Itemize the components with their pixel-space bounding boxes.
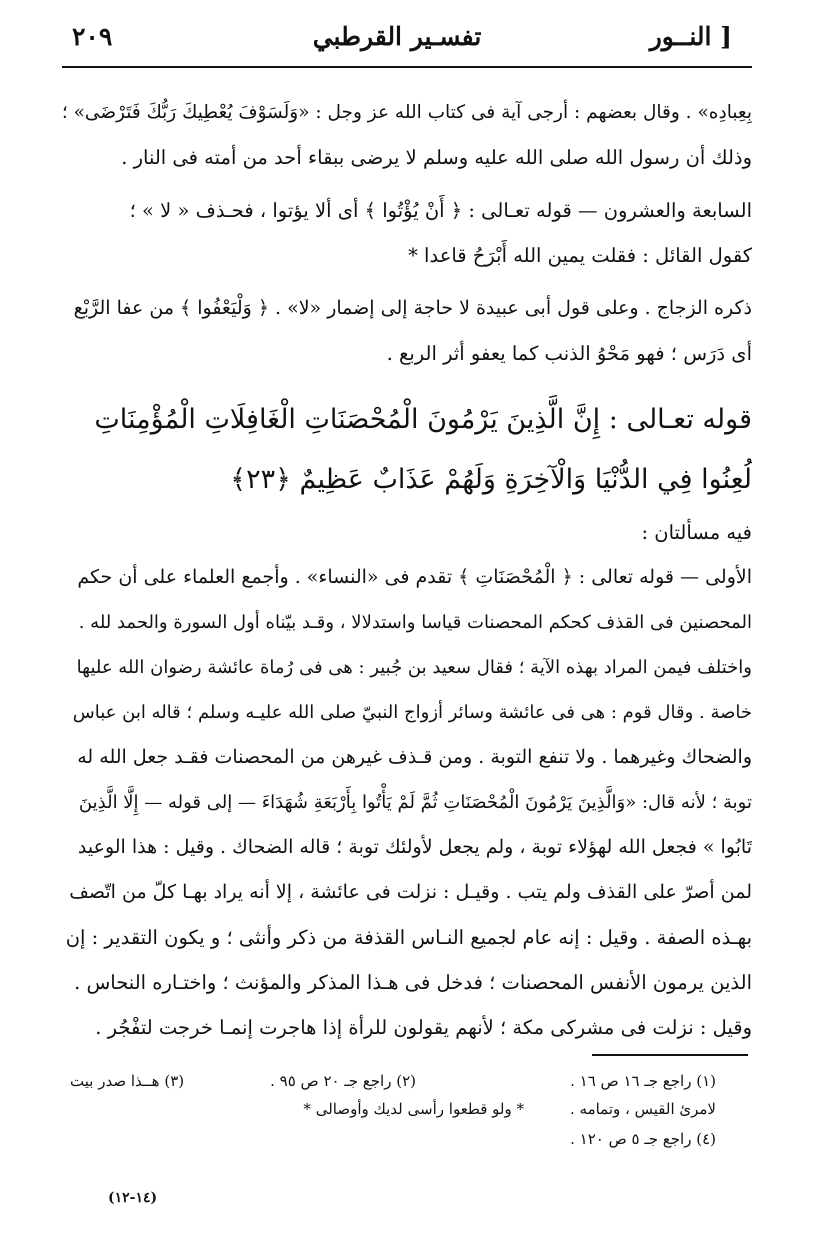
footnote-3: (٣) هــذا صدر بيت — [70, 1072, 185, 1090]
footnote-rule — [592, 1054, 748, 1056]
body-line: ذكره الزجاج . وعلى قول أبى عبيدة لا حاجة إلى إضمار «لا» . ﴿ وَلْيَعْفُوا ﴾ من عفا الرَّبْع — [73, 297, 752, 319]
body-line: الذين يرمون الأنفس المحصنات ؛ فدخل فى هـذا المذكر والمؤنث ؛ واختـاره النحاس . — [74, 971, 752, 994]
body-line: تَابُوا » فجعل الله لهؤلاء توبة ، ولم يجعل لأولئك توبة ؛ قاله الضحاك . وقيل : هذا الوعيد — [77, 836, 752, 858]
signature-mark: (١٤-١٢) — [108, 1190, 158, 1206]
quran-verse-line: لُعِنُوا فِي الدُّنْيَا وَالْآخِرَةِ وَلَهُمْ عَذَابٌ عَظِيمٌ ﴿٢٣﴾ — [230, 464, 752, 495]
body-line: الأولى — قوله تعالى : ﴿ الْمُحْصَنَاتِ ﴾ تقدم فى «النساء» . وأجمع العلماء على أن حكم — [77, 566, 752, 588]
body-line: خاصة . وقال قوم : هى فى عائشة وسائر أزواج النبيّ صلى الله عليـه وسلم ؛ قاله ابن عباس — [72, 702, 752, 723]
surah-label: النــور ] — [649, 22, 732, 51]
footnote-2-continuation: * ولو قطعوا رأسى لديك وأوصالى * — [303, 1100, 524, 1118]
footnote-1: (١) راجع جـ ١٦ ص ١٦ . — [570, 1072, 716, 1090]
quran-verse-line: قوله تعـالى : إِنَّ الَّذِينَ يَرْمُونَ الْمُحْصَنَاتِ الْغَافِلَاتِ الْمُؤْمِنَاتِ — [94, 404, 752, 435]
verse-citation-line: كقول القائل : فقلت يمين الله أَبْرَحُ قاعدا * — [408, 244, 752, 267]
footnote-2: (٢) راجع جـ ٢٠ ص ٩٥ . — [270, 1072, 416, 1090]
body-line: السابعة والعشرون — قوله تعـالى : ﴿ أَنْ يُؤْتُوا ﴾ أى ألا يؤتوا ، فحـذف « لا » ؛ — [129, 199, 752, 222]
page-header — [62, 22, 732, 60]
body-line: وقيل : نزلت فى مشركى مكة ؛ لأنهم يقولون للرأة إذا هاجرت إنمـا خرجت لتفْجُر . — [95, 1016, 752, 1039]
body-line: لمن أصرّ على القذف ولم يتب . وقيـل : نزلت فى عائشة ، إلا أنه يراد بهـا كلّ من اتّصف — [69, 881, 752, 903]
section-heading: فيه مسألتان : — [641, 521, 752, 544]
body-line: والضحاك وغيرهما . ولا تنفع التوبة . ومن قـذف غيرهن من المحصنات فقـد جعل الله له — [77, 746, 752, 768]
body-line: توبة ؛ لأنه قال: «وَالَّذِينَ يَرْمُونَ الْمُحْصَنَاتِ ثُمَّ لَمْ يَأْتُوا بِأَرْبَعَةِ شُهَدَاءَ — إلى قوله — إِلَّا الَّذِينَ — [78, 792, 752, 813]
body-line: وذلك أن رسول الله صلى الله عليه وسلم لا يرضى ببقاء أحد من أمته فى النار . — [121, 146, 752, 169]
body-line: واختلف فيمن المراد بهذه الآية ؛ فقال سعيد بن جُبير : هى فى رُماة عائشة رضوان الله عليها — [76, 657, 752, 678]
body-line: بِعِبادِه» . وقال بعضهم : أرجى آية فى كتاب الله عز وجل : «وَلَسَوْفَ يُعْطِيكَ رَبُّكَ فَتَرْضَى» ؛ — [62, 102, 752, 123]
book-title: تفسـير القرطبي — [312, 22, 482, 51]
body-text — [62, 90, 752, 1050]
body-line: أى دَرَس ؛ فهو مَحْوُ الذنب كما يعفو أثر الربع . — [386, 342, 752, 365]
footnote-4: (٤) راجع جـ ٥ ص ١٢٠ . — [570, 1130, 716, 1148]
footnote-1-continuation: لامرئ القيس ، وتمامه . — [569, 1100, 716, 1118]
body-line: المحصنين فى القذف كحكم المحصنات قياسا واستدلالا ، وقـد بيّناه أول السورة والحمد لله . — [78, 612, 752, 633]
page-number: ٢٠٩ — [72, 22, 113, 51]
header-rule — [62, 66, 752, 68]
body-line: بهـذه الصفة . وقيل : إنه عام لجميع النـاس القذفة من ذكر وأنثى ؛ و يكون التقدير : إن — [65, 926, 752, 949]
